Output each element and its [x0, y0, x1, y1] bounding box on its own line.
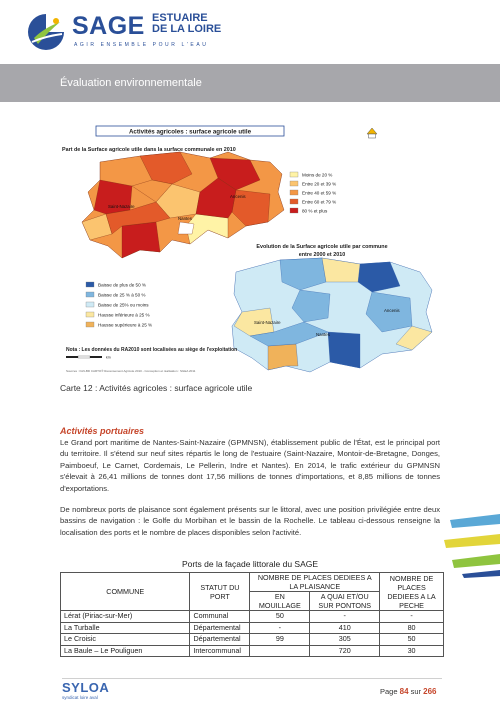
cell-commune: La Turballe [61, 622, 190, 634]
map1-legend [290, 172, 336, 214]
map1-legend-item: Moins de 20 % [302, 172, 333, 178]
agriculture-map-figure [60, 122, 448, 375]
page-sep: sur [410, 687, 422, 696]
map2-choropleth [232, 258, 432, 372]
page-label: Page [380, 687, 398, 696]
brand-subtitle [152, 13, 221, 35]
cell-statut: Départemental [190, 622, 250, 634]
paragraph-marinas: De nombreux ports de plaisance sont également présents sur le littoral, avec une position privilégiée entre deux bassins de navigation : le Golfe du Morbihan et le bassin de la Rochelle. Le tableau ci-dessous renseigne la localisation des ports et le nombre de places disponibles selon l'activité. [60, 505, 440, 537]
map1-label-saint-nazaire: Saint-Nazaire [108, 204, 135, 209]
brand-name: SAGE [72, 12, 145, 40]
cell-statut: Communal [190, 611, 250, 623]
header-places-plaisance: NOMBRE DE PLACES DEDIEES A LA PLAISANCE [250, 573, 380, 592]
cell-commune: Le Croisic [61, 634, 190, 646]
cell-quai: 410 [310, 622, 380, 634]
scale-bar [66, 356, 111, 360]
map2-legend-item: Baisse de 25 % à 50 % [98, 292, 146, 298]
header-quai: A QUAI ET/OU SUR PONTONS [310, 592, 380, 611]
page-current: 84 [399, 687, 409, 696]
map2-label-ancenis: Ancenis [384, 308, 400, 313]
map1-legend-item: 80 % et plus [302, 208, 328, 214]
header-mouillage: EN MOUILLAGE [250, 592, 310, 611]
table-row [61, 611, 444, 623]
figure-title: Activités agricoles : surface agricole utile [128, 128, 252, 136]
cell-mouillage [250, 645, 310, 657]
header-statut: STATUT DU PORT [190, 573, 250, 611]
cell-peche: 50 [380, 634, 444, 646]
cell-peche: 30 [380, 645, 444, 657]
map1-legend-item: Entre 40 et 59 % [302, 190, 337, 196]
table-title: Ports de la façade littorale du SAGE [181, 559, 319, 569]
north-arrow-icon [367, 128, 377, 138]
header-commune: COMMUNE [61, 573, 190, 611]
map1-legend-item: Entre 20 et 39 % [302, 181, 337, 187]
cell-statut: Départemental [190, 634, 250, 646]
map2-title-line-2: entre 2000 et 2010 [298, 252, 346, 258]
page-total: 266 [423, 687, 437, 696]
brand-subtitle-line-1: ESTUAIRE [152, 12, 208, 24]
section-band-title: Évaluation environnementale [60, 77, 202, 89]
syloa-logo: SYLOA [62, 680, 110, 695]
map1-label-ancenis: Ancenis [230, 194, 246, 199]
scale-unit: km [106, 355, 111, 360]
cell-quai: 305 [310, 634, 380, 646]
map1-label-nantes: Nantes [178, 216, 192, 221]
map1-title: Part de la Surface agricole utile dans la surface communale en 2010 [62, 147, 236, 153]
map2-legend [86, 282, 152, 328]
figure-caption: Carte 12 : Activités agricoles : surface agricole utile [60, 383, 253, 393]
cell-mouillage: 99 [250, 634, 310, 646]
table-row [61, 645, 444, 657]
syloa-subtitle: syndicat loire aval [62, 695, 98, 700]
table-header-row [61, 573, 444, 592]
map-note: Nota : Les données du RA2010 sont localisées au siège de l'exploitation [66, 347, 238, 353]
ports-table [60, 572, 444, 657]
cell-statut: Intercommunal [190, 645, 250, 657]
brand-tagline: AGIR ENSEMBLE POUR L'EAU [74, 42, 209, 48]
cell-quai: - [310, 611, 380, 623]
map2-title-line-1: Evolution de la Surface agricole utile par commune [256, 244, 388, 250]
section-title: Activités portuaires [60, 426, 145, 436]
brand-subtitle-line-2: DE LA LOIRE [152, 23, 222, 35]
sage-logo-icon [26, 12, 66, 52]
map2-legend-item: Baisse de plus de 50 % [98, 282, 147, 288]
map2-legend-item: Baisse de 25% ou moins [98, 302, 149, 308]
table-row [61, 634, 444, 646]
map2-label-saint-nazaire: Saint-Nazaire [254, 320, 281, 325]
cell-quai: 720 [310, 645, 380, 657]
page-number [380, 687, 437, 696]
cell-mouillage: 50 [250, 611, 310, 623]
map2-legend-item: Hausse inférieure à 25 % [98, 312, 150, 318]
cell-mouillage: - [250, 622, 310, 634]
map-sources: Sources : IGN-BD CARTO® Recensement Agricole 2010 - Conception et réalisation : SGEA 2011 [66, 369, 196, 373]
map2-legend-item: Hausse supérieure à 25 % [98, 322, 153, 328]
cell-commune: La Baule – Le Pouliguen [61, 645, 190, 657]
table-row [61, 622, 444, 634]
cell-peche: - [380, 611, 444, 623]
header-peche: NOMBRE DE PLACES DEDIEES A LA PECHE [380, 573, 444, 611]
paragraph-port: Le Grand port maritime de Nantes-Saint-Nazaire (GPMNSN), établissement public de l'État, est le principal port du territoire. Il s'étend sur neuf sites répartis le long de l'estuaire (Saint-Nazaire, Montoir-de-Bretagne, Donges, Paimboeuf, Le Carnet, Cordemais, Le Pellerin, Indre et Nantes). En 2014, le trafic extérieur du GPMNSN s'élevait à 26,41 millions de tonnes dont 17,56 millions de tonnes d'importations, et 8,85 millions de tonnes d'exportations. [60, 438, 440, 493]
decorative-stripes [440, 510, 500, 580]
map2-label-nantes: Nantes [316, 332, 330, 337]
footer-divider [62, 678, 442, 679]
cell-commune: Lérat (Piriac-sur-Mer) [61, 611, 190, 623]
map1-legend-item: Entre 60 et 79 % [302, 199, 337, 205]
cell-peche: 80 [380, 622, 444, 634]
